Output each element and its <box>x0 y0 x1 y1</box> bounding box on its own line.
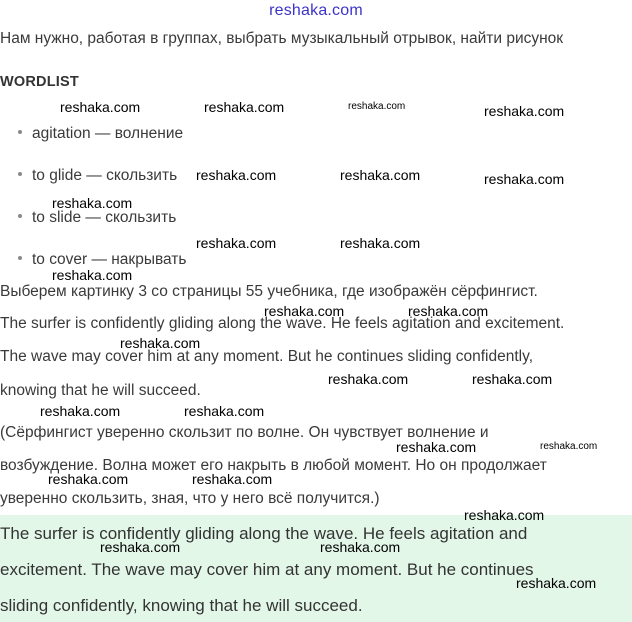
watermark: reshaka.com <box>192 471 273 487</box>
watermark: reshaka.com <box>484 103 565 119</box>
watermark: reshaka.com <box>184 403 265 419</box>
watermark: reshaka.com <box>396 439 477 455</box>
answer-line: sliding confidently, knowing that he will succeed. <box>0 596 363 615</box>
watermark: reshaka.com <box>540 441 598 452</box>
watermark: reshaka.com <box>48 471 129 487</box>
watermark: reshaka.com <box>52 267 133 283</box>
watermark: reshaka.com <box>328 371 409 387</box>
wordlist-item <box>18 125 183 143</box>
watermark: reshaka.com <box>340 167 421 183</box>
english-paragraph-line: The wave may cover him at any moment. But he continues sliding confidently, <box>0 348 534 365</box>
watermark: reshaka.com <box>40 403 121 419</box>
watermark: reshaka.com <box>264 303 345 319</box>
wordlist-item-text: agitation — волнение <box>32 125 184 142</box>
russian-translation-line: (Сёрфингист уверенно скользит по волне. Он чувствует волнение и <box>0 424 489 441</box>
english-paragraph-line: The surfer is confidently gliding along the wave. He feels agitation and excitement. <box>0 315 565 332</box>
russian-translation-line: уверенно скользить, зная, что у него всё получится.) <box>0 490 380 507</box>
watermark: reshaka.com <box>484 171 565 187</box>
watermark: reshaka.com <box>196 235 277 251</box>
wordlist-item-text: to slide — скользить <box>32 209 177 226</box>
wordlist-item <box>18 167 177 185</box>
watermark: reshaka.com <box>408 303 489 319</box>
watermark: reshaka.com <box>472 371 553 387</box>
answer-line: excitement. The wave may cover him at any moment. But he continues <box>0 560 534 579</box>
bullet-icon <box>18 256 22 260</box>
answer-line: The surfer is confidently gliding along the wave. He feels agitation and <box>0 524 528 543</box>
wordlist-item-text: to cover — накрывать <box>32 251 187 268</box>
choice-text: Выберем картинку 3 со страницы 55 учебника, где изображён сёрфингист. <box>0 283 538 300</box>
bullet-icon <box>18 172 22 176</box>
english-paragraph-line: knowing that he will succeed. <box>0 382 201 399</box>
wordlist-title: WORDLIST <box>0 74 79 90</box>
watermark: reshaka.com <box>52 195 133 211</box>
bullet-icon <box>18 214 22 218</box>
watermark: reshaka.com <box>196 167 277 183</box>
watermark: reshaka.com <box>120 335 201 351</box>
watermark: reshaka.com <box>340 235 421 251</box>
watermark: reshaka.com <box>464 507 545 523</box>
russian-translation-line: возбуждение. Волна может его накрыть в любой момент. Но он продолжает <box>0 457 547 474</box>
watermark: reshaka.com <box>516 575 597 591</box>
watermark: reshaka.com <box>60 99 141 115</box>
watermark: reshaka.com <box>320 539 401 555</box>
intro-text: Нам нужно, работая в группах, выбрать музыкальный отрывок, найти рисунок <box>0 30 564 47</box>
wordlist-item-text: to glide — скользить <box>32 167 178 184</box>
wordlist-item <box>18 209 176 227</box>
watermark: reshaka.com <box>100 539 181 555</box>
site-header-link[interactable]: reshaka.com <box>269 2 363 19</box>
bullet-icon <box>18 130 22 134</box>
watermark: reshaka.com <box>204 99 285 115</box>
watermark: reshaka.com <box>348 101 406 112</box>
